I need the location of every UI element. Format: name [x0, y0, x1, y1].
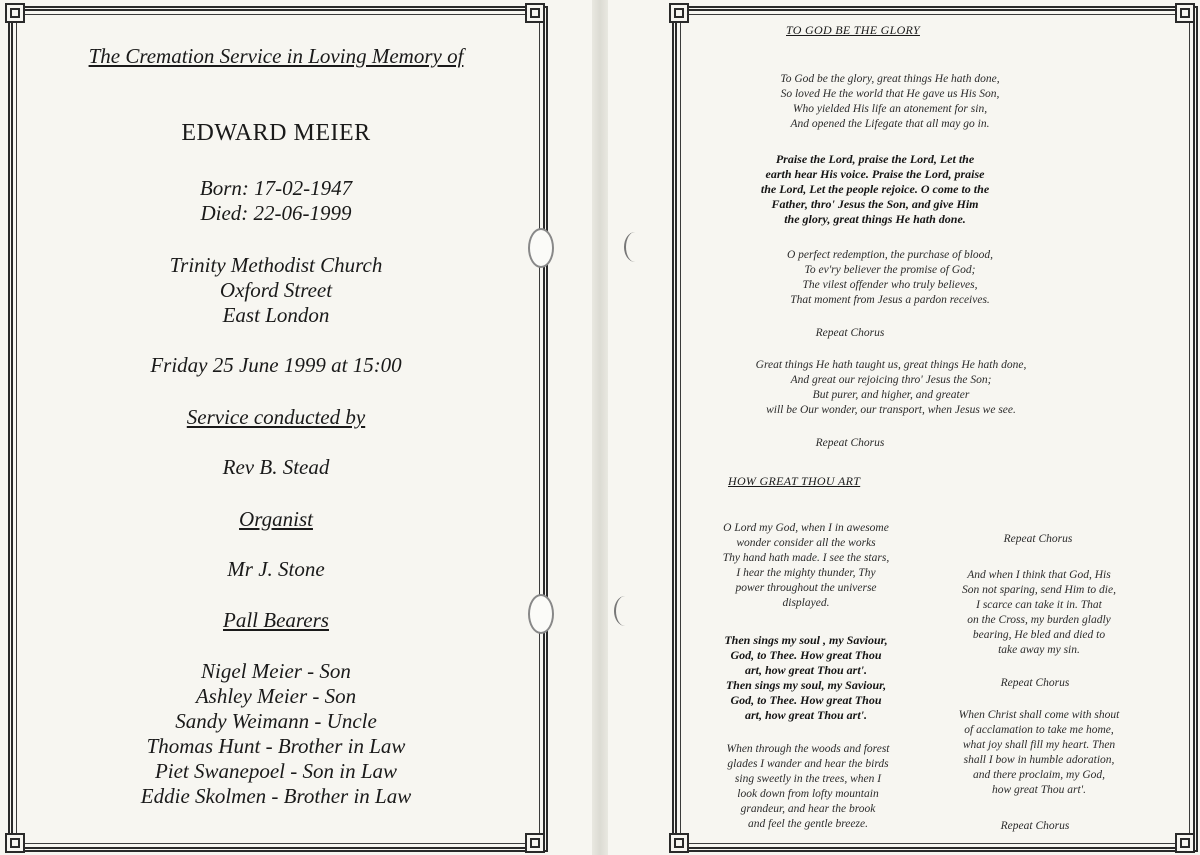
hymn-title: TO GOD BE THE GLORY — [786, 23, 920, 37]
ornament-corner — [669, 3, 689, 23]
ornament-corner — [5, 3, 25, 23]
hymn-chorus: Praise the Lord, praise the Lord, Let the earth hear His voice. Praise the Lord, praise the Lord, Let the people rejoice. O come to the Father, thro' Jesus the Son, and give Him the glory, great things He hath done. — [760, 152, 990, 226]
hymn-verse: When through the woods and forest glades I wander and hear the birds sing sweetly in the trees, when I look down from lofty mountain grandeur, and hear the brook and feel the gentle breeze. — [726, 743, 890, 830]
hymn-verse: O Lord my God, when I in awesome wonder consider all the works Thy hand hath made. I see the stars, I hear the mighty thunder, Thy power throughout the universe displayed. — [722, 522, 890, 609]
venue-line: Trinity Methodist Church — [169, 253, 383, 277]
venue-line: East London — [222, 303, 330, 327]
service-heading: Service conducted by — [186, 405, 366, 429]
pallbearer-item: Sandy Weimann - Uncle — [175, 709, 377, 733]
repeat-chorus: Repeat Chorus — [815, 327, 885, 339]
ornament-corner — [1175, 3, 1195, 23]
ornament-corner — [525, 833, 545, 853]
hymn-verse: To God be the glory, great things He hath done, So loved He the world that He gave us His Son, Who yielded His life an atonement for sin, And opened the Lifegate that all may go in. — [780, 73, 1000, 130]
repeat-chorus: Repeat Chorus — [1003, 533, 1073, 545]
service-datetime: Friday 25 June 1999 at 15:00 — [150, 353, 402, 377]
hymn-title: HOW GREAT THOU ART — [728, 474, 861, 488]
pallbearer-item: Piet Swanepoel - Son in Law — [154, 759, 398, 783]
ornament-corner — [1175, 833, 1195, 853]
repeat-chorus: Repeat Chorus — [1000, 820, 1070, 832]
birth-date: Born: 17-02-1947 — [199, 176, 353, 200]
pallbearer-item: Nigel Meier - Son — [201, 659, 351, 683]
repeat-chorus: Repeat Chorus — [1000, 677, 1070, 689]
ornament-corner — [5, 833, 25, 853]
page-title: The Cremation Service in Loving Memory of — [88, 44, 464, 68]
pallbearer-item: Thomas Hunt - Brother in Law — [146, 734, 406, 758]
deceased-name: EDWARD MEIER — [181, 120, 371, 146]
hymn-verse: When Christ shall come with shout of acclamation to take me home, what joy shall fill my heart. Then shall I bow in humble adoration, and there proclaim, my God, how great Thou art'. — [958, 709, 1120, 796]
hymn-verse: Great things He hath taught us, great things He hath done, And great our rejoicing thro' Jesus the Son; But purer, and higher, and greater will be Our wonder, our transport, when Jesus we see. — [755, 359, 1027, 416]
punch-hole-shadow — [624, 232, 646, 262]
organist-heading: Organist — [239, 507, 313, 531]
ornament-corner — [525, 3, 545, 23]
pallbearer-item: Ashley Meier - Son — [195, 684, 357, 708]
page-gutter — [592, 0, 608, 855]
hymn-chorus: Then sings my soul , my Saviour, God, to Thee. How great Thou art, how great Thou art'. Then sings my soul, my Saviour, God, to Thee. How great Thou art, how great Thou art'. — [724, 633, 888, 722]
pallbearer-item: Eddie Skolmen - Brother in Law — [140, 784, 412, 808]
hymn-verse: O perfect redemption, the purchase of blood, To ev'ry believer the promise of God; The vilest offender who truly believes, That moment from Jesus a pardon receives. — [786, 249, 994, 306]
pallbearers-heading: Pall Bearers — [223, 608, 329, 632]
minister-name: Rev B. Stead — [222, 455, 330, 479]
death-date: Died: 22-06-1999 — [200, 201, 352, 225]
hymn-verse: And when I think that God, His Son not sparing, send Him to die, I scarce can take it in. That on the Cross, my burden gladly bearing, He bled and died to take away my sin. — [962, 569, 1116, 656]
organist-name: Mr J. Stone — [227, 557, 325, 581]
punch-hole-shadow — [614, 596, 636, 626]
repeat-chorus: Repeat Chorus — [815, 437, 885, 449]
venue-line: Oxford Street — [219, 278, 333, 302]
ornament-corner — [669, 833, 689, 853]
